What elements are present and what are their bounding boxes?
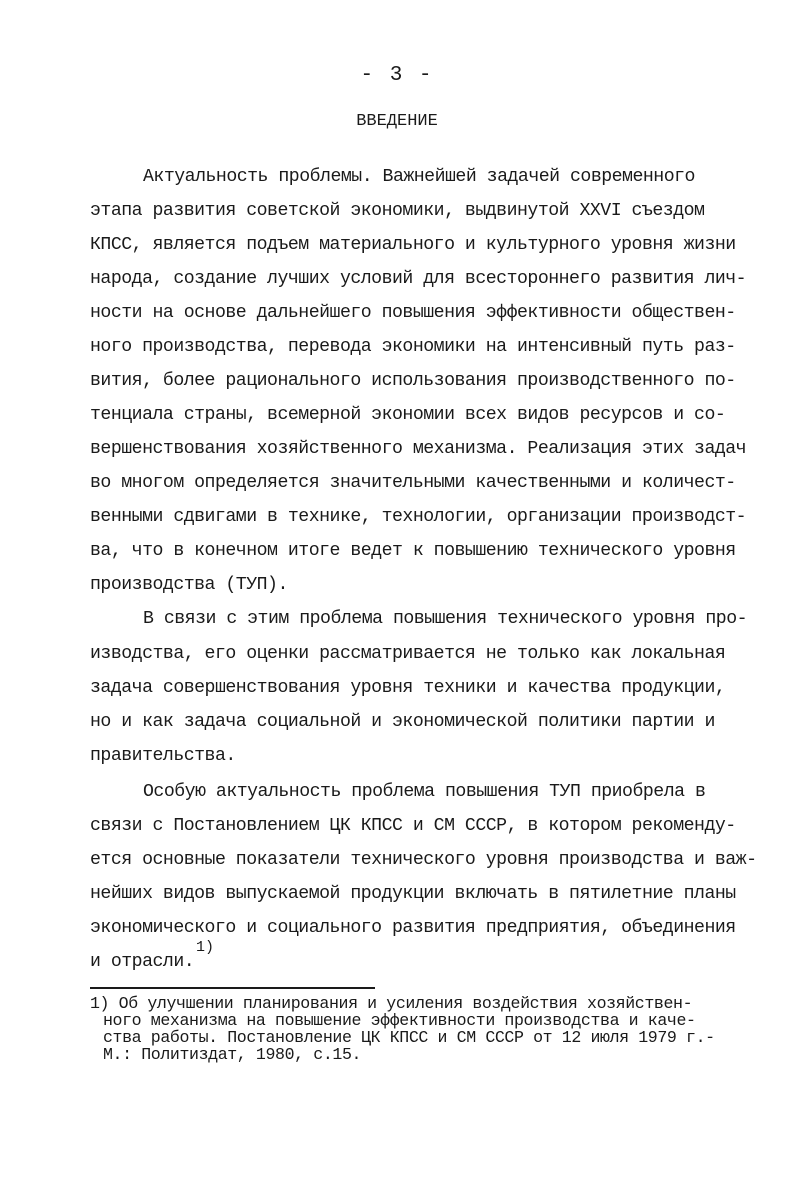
footnote-line: ного механизма на повышение эффективности производства и каче- <box>103 1011 696 1030</box>
text-line: вершенствования хозяйственного механизма. Реализация этих задач <box>90 439 747 459</box>
text-line: и отрасли. <box>90 952 195 972</box>
text-line: В связи с этим проблема повышения технического уровня про- <box>143 609 748 629</box>
text-line: ного производства, перевода экономики на интенсивный путь раз- <box>90 337 736 357</box>
page-number: - 3 - <box>360 64 434 87</box>
text-line: изводства, его оценки рассматривается не только как локальная <box>90 644 726 664</box>
text-line: но и как задача социальной и экономической политики партии и <box>90 712 715 732</box>
text-line: производства (ТУП). <box>90 575 288 595</box>
footnote-line: ства работы. Постановление ЦК КПСС и СМ СССР от 12 июля 1979 г.- <box>103 1028 715 1047</box>
text-line: задача совершенствования уровня техники и качества продукции, <box>90 678 726 698</box>
text-line: ва, что в конечном итоге ведет к повышению технического уровня <box>90 541 736 561</box>
footnote-line: М.: Политиздат, 1980, с.15. <box>103 1045 362 1064</box>
text-line: венными сдвигами в технике, технологии, организации производст- <box>90 507 747 527</box>
text-line: тенциала страны, всемерной экономии всех видов ресурсов и со- <box>90 405 726 425</box>
text-line: ется основные показатели технического уровня производства и важ- <box>90 850 757 870</box>
text-line: во многом определяется значительными качественными и количест- <box>90 473 736 493</box>
text-line: нейших видов выпускаемой продукции включать в пятилетние планы <box>90 884 736 904</box>
text-line: Актуальность проблемы. Важнейшей задачей современного <box>143 167 695 187</box>
text-line: экономического и социального развития предприятия, объединения <box>90 918 736 938</box>
text-line: связи с Постановлением ЦК КПСС и СМ СССР, в котором рекоменду- <box>90 816 736 836</box>
page-title: ВВЕДЕНИЕ <box>356 112 438 131</box>
footnote-line: 1) Об улучшении планирования и усиления воздействия хозяйствен- <box>90 994 693 1013</box>
text-line: правительства. <box>90 746 236 766</box>
text-line: КПСС, является подъем материального и культурного уровня жизни <box>90 235 736 255</box>
text-line: этапа развития советской экономики, выдвинутой XXVI съездом <box>90 201 705 221</box>
text-line: вития, более рационального использования производственного по- <box>90 371 736 391</box>
text-line: народа, создание лучших условий для всестороннего развития лич- <box>90 269 747 289</box>
footnote-divider <box>90 987 375 989</box>
text-line: ности на основе дальнейшего повышения эффективности обществен- <box>90 303 736 323</box>
text-line: Особую актуальность проблема повышения ТУП приобрела в <box>143 782 706 802</box>
footnote-marker: 1) <box>196 939 215 956</box>
